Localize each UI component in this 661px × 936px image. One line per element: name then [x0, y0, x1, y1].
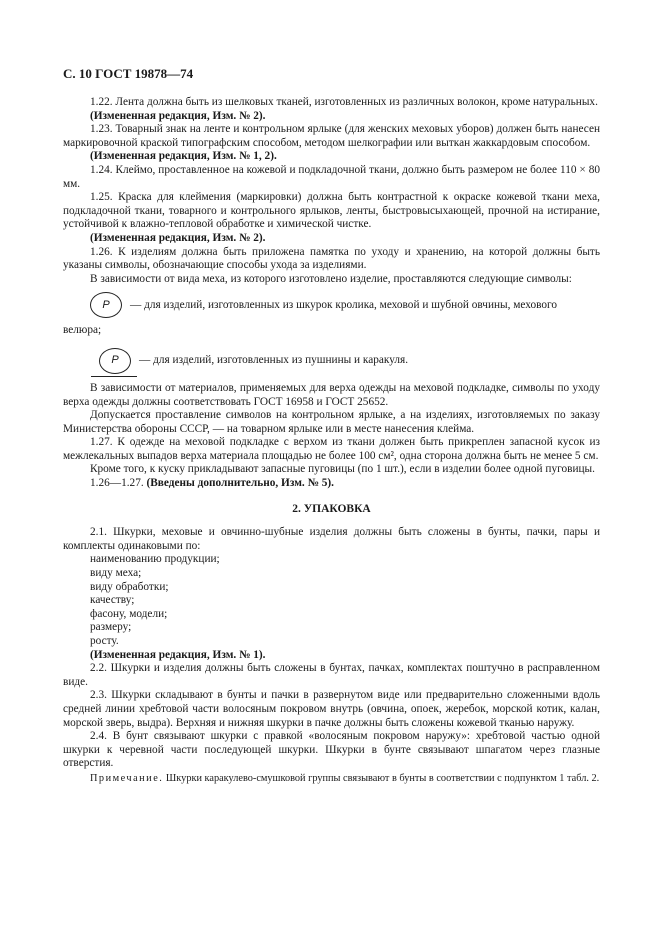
symbol-description-continuation: велюра;	[63, 324, 102, 337]
symbol-description: — для изделий, изготовленных из шкурок кролика, меховой и шубной овчины, мехового	[130, 298, 558, 311]
amendment-note: (Измененная редакция, Изм. № 1, 2).	[90, 150, 277, 163]
list-item: наименованию продукции;	[90, 553, 220, 566]
fur-symbols-intro: В зависимости от вида меха, из которого изготовлено изделие, проставляются следующие символы:	[90, 272, 572, 285]
clause-1-26: 1.26. К изделиям должна быть приложена памятка по уходу и хранению, на которой должны быть указаны символы, обозначающие способы ухода за изделиями.	[63, 245, 600, 272]
clause-2-1: 2.1. Шкурки, меховые и овчинно-шубные изделия должны быть сложены в бунты, пачки, пары и комплекты одинаковыми по:	[63, 526, 600, 552]
clause-2-4: 2.4. В бунт связывают шкурки с правкой «волосяным покровом наружу»: хребтовой частью одной шкурки к черевной части последующей шкурки. Шкурки в бунте связывают шпагатом через глазные отверстия.	[63, 730, 600, 770]
symbol-row-rabbit	[90, 292, 600, 318]
list-item: виду обработки;	[90, 580, 169, 593]
amendment-note: (Измененная редакция, Изм. № 2).	[90, 109, 266, 122]
section-title: 2. УПАКОВКА	[292, 502, 371, 515]
clause-1-25: 1.25. Краска для клеймения (маркировки) должна быть контрастной к окраске кожевой ткани меха, подкладочной ткани, товарного и контрольного ярлыков, ленты, быстровысыхающей, прочной на истирание, устойчивой к влажно-тепловой обработке и химической чистке.	[63, 191, 600, 231]
clause-1-23: 1.23. Товарный знак на ленте и контрольном ярлыке (для женских меховых уборов) должен быть нанесен маркировочной краской типографским способом, методом шелкографии или выткан жаккардовым способом.	[63, 123, 600, 149]
footnote	[63, 773, 600, 786]
range-note	[63, 477, 600, 491]
clause-1-24: 1.24. Клеймо, проставленное на кожевой и подкладочной ткани, должно быть размером не более 110 × 80 мм.	[63, 163, 600, 190]
symbol-row-pelts	[99, 348, 600, 374]
care-symbol-p-underlined-icon: P	[99, 348, 131, 374]
buttons-paragraph: Кроме того, к куску прикладывают запасные пуговицы (по 1 шт.), если в изделии более одной пуговицы.	[90, 463, 595, 476]
amendment-note: (Измененная редакция, Изм. № 1).	[90, 648, 266, 661]
clause-2-2: 2.2. Шкурки и изделия должны быть сложены в бунтах, пачках, комплектах поштучно в расправленном виде.	[63, 662, 600, 688]
list-item: фасону, модели;	[90, 607, 168, 620]
clause-1-22: 1.22. Лента должна быть из шелковых тканей, изготовленных из различных волокон, кроме натуральных.	[90, 96, 598, 108]
document-body	[63, 96, 600, 785]
list-item: виду меха;	[90, 567, 142, 580]
page-header: С. 10 ГОСТ 19878—74	[63, 66, 194, 81]
clause-1-27: 1.27. К одежде на меховой подкладке с верхом из ткани должен быть прикреплен запасной кусок из межлекальных выпадов верха материала площадью не более 100 см², одна сторона должна быть не менее 5 см.	[63, 436, 600, 462]
list-item: росту.	[90, 635, 119, 647]
range-label: 1.26—1.27.	[90, 477, 144, 490]
symbol-underline	[91, 376, 137, 377]
symbol-description: — для изделий, изготовленных из пушнины и каракуля.	[139, 354, 409, 367]
care-symbol-p-icon: P	[90, 292, 122, 318]
note-label: Примечание.	[90, 772, 164, 784]
allowance-paragraph: Допускается проставление символов на контрольном ярлыке, а на изделиях, изготовляемых по заказу Министерства обороны СССР, — на товарном ярлыке или в месте нанесения клейма.	[63, 409, 600, 435]
note-text: Шкурки каракулево-смушковой группы связывают в бунты в соответствии с подпунктом 1 табл. 2.	[165, 772, 600, 784]
amendment-note: (Измененная редакция, Изм. № 2).	[90, 231, 266, 244]
range-amendment: (Введены дополнительно, Изм. № 5).	[146, 477, 334, 490]
list-item: размеру;	[90, 621, 132, 634]
materials-paragraph: В зависимости от материалов, применяемых для верха одежды на меховой подкладке, символы по уходу верха одежды должны соответствовать ГОСТ 16958 и ГОСТ 25652.	[63, 381, 600, 408]
list-item: качеству;	[90, 594, 135, 607]
clause-2-3: 2.3. Шкурки складывают в бунты и пачки в развернутом виде или предварительно сложенными вдоль средней линии хребтовой части волосяным покровом внутрь (овчина, опоек, жеребок, морской котик, калан, морской зверь, выдра). Верхняя и нижняя шкурки в пачке должны быть сложены кожевой тканью наружу.	[63, 689, 600, 729]
